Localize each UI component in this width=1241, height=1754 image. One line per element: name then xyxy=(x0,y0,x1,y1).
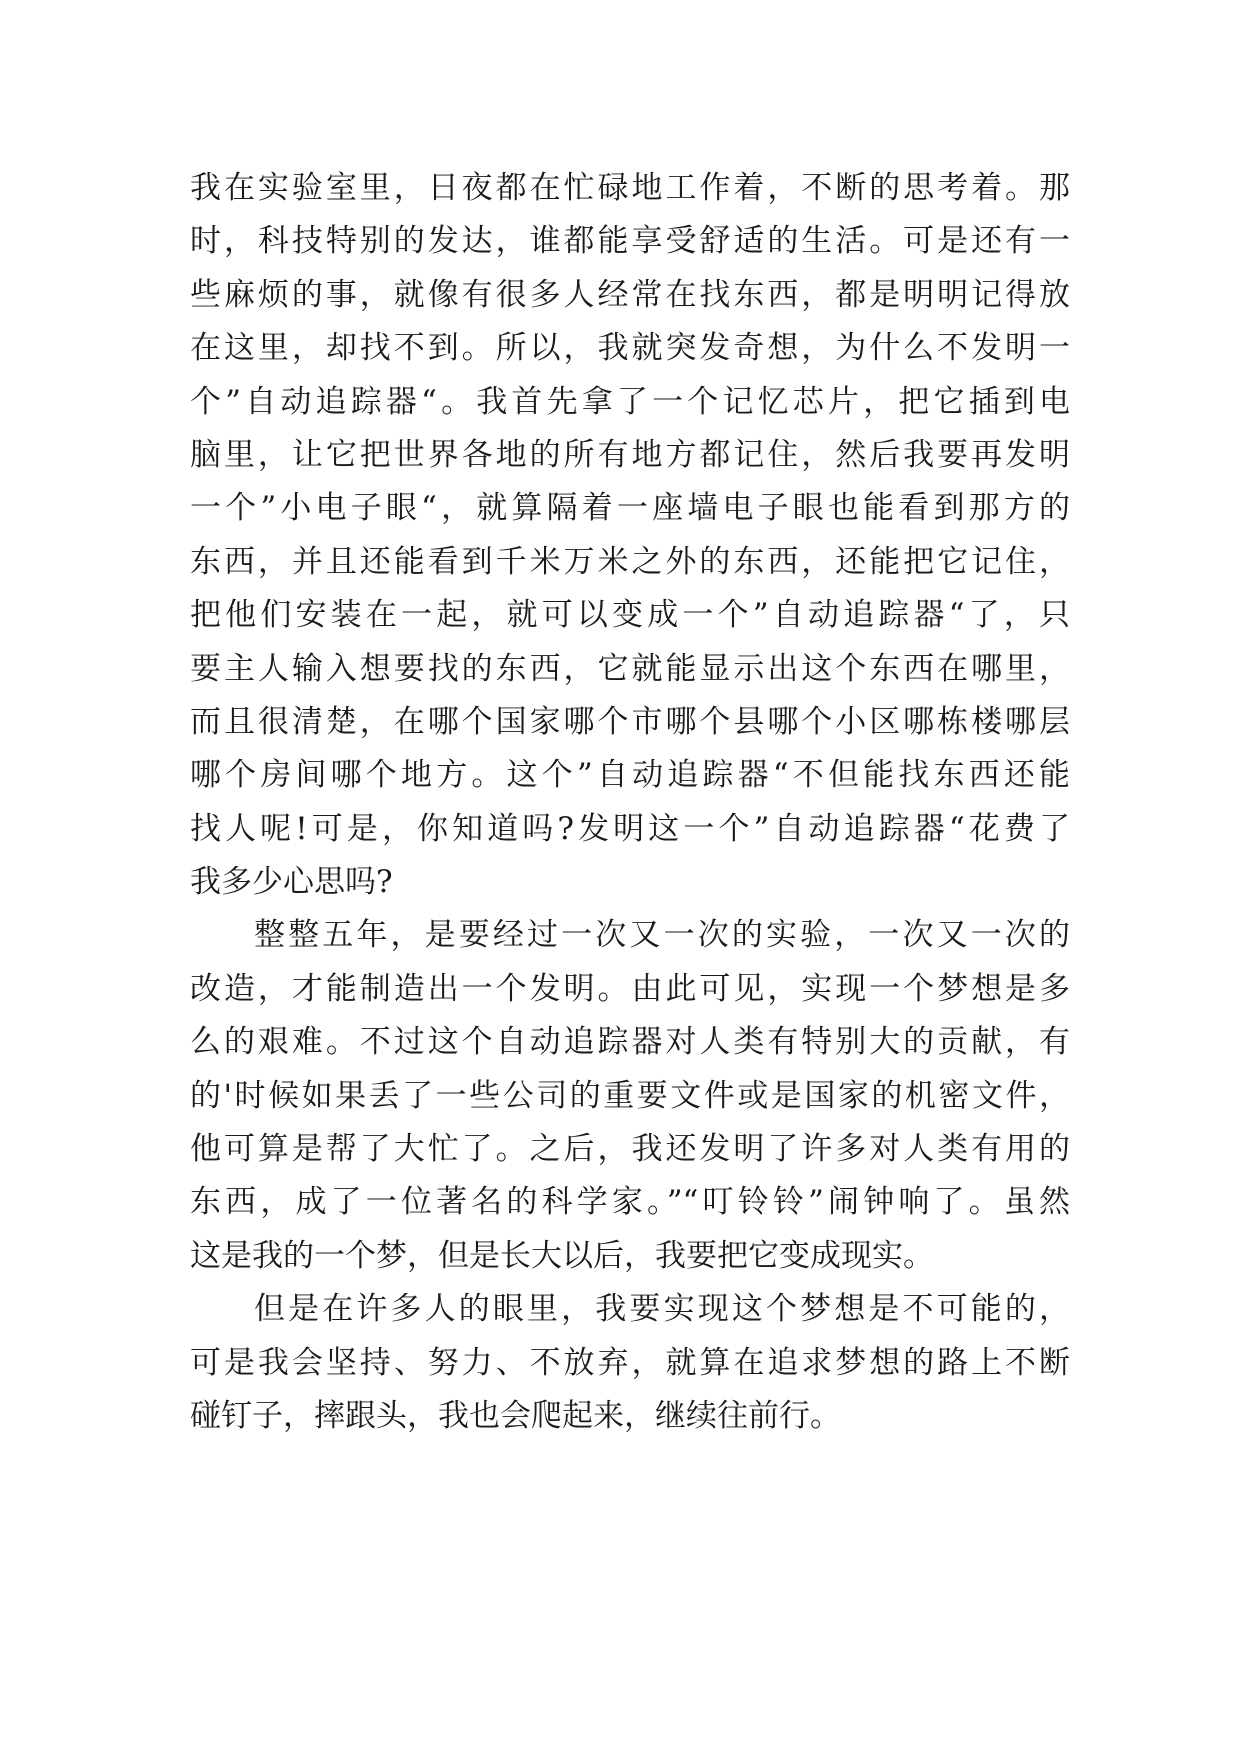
text-line: 个”自动追踪器“。我首先拿了一个记忆芯片，把它插到电 xyxy=(190,383,1070,420)
text-line: 可是我会坚持、努力、不放弃，就算在追求梦想的路上不断 xyxy=(190,1344,1070,1381)
text-line: 东西，成了一位著名的科学家。”“叮铃铃”闹钟响了。虽然 xyxy=(190,1184,1070,1221)
text-line: 我多少心思吗? xyxy=(190,864,393,901)
text-line: 东西，并且还能看到千米万米之外的东西，还能把它记住， xyxy=(190,543,1070,580)
text-line: 整整五年，是要经过一次又一次的实验，一次又一次的 xyxy=(254,917,1070,954)
paragraph-1 xyxy=(190,162,1070,909)
text-line: 找人呢!可是，你知道吗?发明这一个”自动追踪器“花费了 xyxy=(190,810,1070,847)
text-line: 时，科技特别的发达，谁都能享受舒适的生活。可是还有一 xyxy=(190,223,1070,260)
text-line: 把他们安装在一起，就可以变成一个”自动追踪器“了，只 xyxy=(190,597,1070,634)
text-line: 改造，才能制造出一个发明。由此可见，实现一个梦想是多 xyxy=(190,970,1070,1007)
text-line: 么的艰难。不过这个自动追踪器对人类有特别大的贡献，有 xyxy=(190,1024,1070,1061)
text-line: 碰钉子，摔跟头，我也会爬起来，继续往前行。 xyxy=(190,1397,841,1434)
text-line: 这是我的一个梦，但是长大以后，我要把它变成现实。 xyxy=(190,1237,934,1274)
text-line: 的'时候如果丢了一些公司的重要文件或是国家的机密文件， xyxy=(190,1077,1070,1114)
text-line: 哪个房间哪个地方。这个”自动追踪器“不但能找东西还能 xyxy=(190,757,1070,794)
text-line: 我在实验室里，日夜都在忙碌地工作着，不断的思考着。那 xyxy=(190,170,1070,206)
text-line: 要主人输入想要找的东西，它就能显示出这个东西在哪里， xyxy=(190,650,1070,687)
text-line: 但是在许多人的眼里，我要实现这个梦想是不可能的， xyxy=(254,1291,1070,1328)
text-line: 些麻烦的事，就像有很多人经常在找东西，都是明明记得放 xyxy=(190,276,1070,313)
paragraph-3 xyxy=(190,1283,1070,1443)
text-line: 脑里，让它把世界各地的所有地方都记住，然后我要再发明 xyxy=(190,436,1070,473)
text-line: 他可算是帮了大忙了。之后，我还发明了许多对人类有用的 xyxy=(190,1131,1070,1168)
text-line: 在这里，却找不到。所以，我就突发奇想，为什么不发明一 xyxy=(190,330,1070,367)
paragraph-2 xyxy=(190,909,1070,1283)
text-line: 一个”小电子眼“，就算隔着一座墙电子眼也能看到那方的 xyxy=(190,490,1070,527)
document-body xyxy=(190,162,1070,1443)
text-line: 而且很清楚，在哪个国家哪个市哪个县哪个小区哪栋楼哪层 xyxy=(190,703,1070,740)
